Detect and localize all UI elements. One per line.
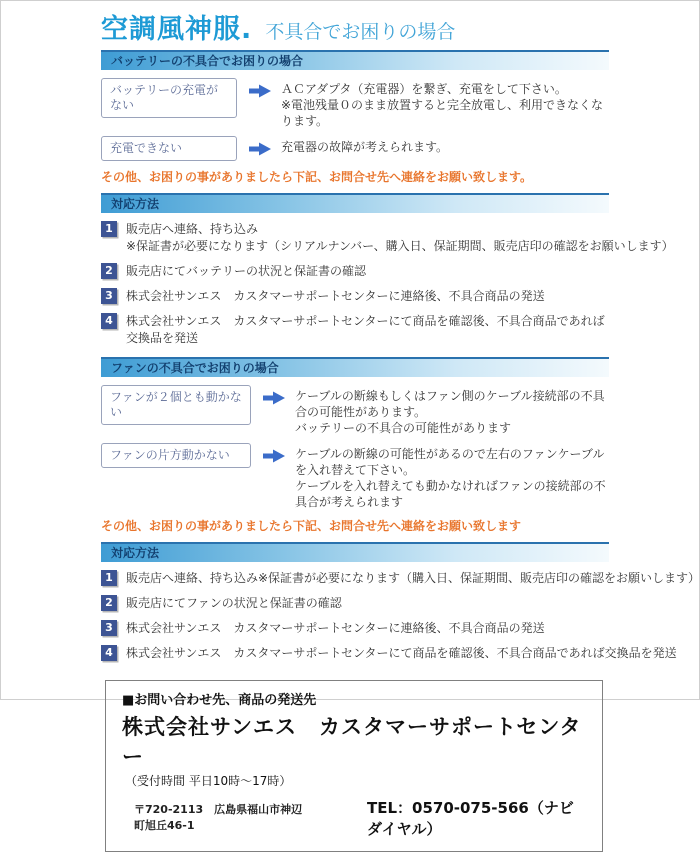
step-row bbox=[101, 595, 609, 612]
page bbox=[1, 1, 699, 852]
condition-box: ファンの片方動かない bbox=[101, 443, 251, 468]
page-title bbox=[101, 7, 609, 46]
business-hours: （受付時間 平日10時〜17時） bbox=[125, 774, 292, 788]
flow-result bbox=[295, 443, 609, 510]
flow-row bbox=[101, 78, 609, 129]
result-line: ＡＣアダプタ（充電器）を繋ぎ、充電をして下さい。 bbox=[281, 82, 567, 96]
step-line: 販売店にてバッテリーの状況と保証書の確認 bbox=[126, 264, 367, 278]
section-header-battery-steps: 対応方法 bbox=[101, 193, 609, 213]
step-line: 株式会社サンエス カスタマーサポートセンターにて商品を確認後、不具合商品であれば交換品を発送 bbox=[126, 646, 677, 660]
step-line: 販売店へ連絡、持ち込み bbox=[126, 222, 259, 236]
step-row bbox=[101, 221, 674, 255]
page-title-text: 不具合でお困りの場合 bbox=[265, 21, 456, 43]
step-text bbox=[126, 313, 605, 347]
result-line: バッテリーの不具合の可能性があります bbox=[295, 421, 512, 435]
step-text bbox=[126, 595, 342, 612]
section-header-fan-steps: 対応方法 bbox=[101, 542, 609, 562]
step-number-badge: 4 bbox=[101, 645, 117, 661]
step-row bbox=[101, 570, 700, 587]
flow-result bbox=[295, 385, 609, 436]
company-name: 株式会社サンエス カスタマーサポートセンター bbox=[122, 715, 582, 769]
step-line: ※保証書が必要になります（シリアルナンバー、購入日、保証期間、販売店印の確認をお願いします） bbox=[126, 239, 674, 253]
contact-notice: その他、お困りの事がありましたら下記、お問合せ先へ連絡をお願い致します。 bbox=[101, 170, 533, 184]
flow-arrow-icon bbox=[249, 141, 271, 160]
contact-heading: ■お問い合わせ先、商品の発送先 bbox=[122, 693, 317, 708]
condition-box: バッテリーの充電がない bbox=[101, 78, 237, 118]
step-number-badge: 3 bbox=[101, 620, 117, 636]
brand-logo: 空調風神服. bbox=[101, 14, 253, 45]
section-header-battery-trouble: バッテリーの不具合でお困りの場合 bbox=[101, 50, 609, 70]
contact-info-box bbox=[105, 680, 603, 852]
step-text bbox=[126, 221, 674, 255]
step-text bbox=[126, 620, 545, 637]
step-number-badge: 2 bbox=[101, 263, 117, 279]
condition-box: 充電できない bbox=[101, 136, 237, 161]
flow-result bbox=[281, 78, 609, 129]
flow-arrow-icon bbox=[249, 83, 271, 102]
step-text bbox=[126, 570, 700, 587]
step-row bbox=[101, 288, 609, 305]
flow-result bbox=[281, 136, 448, 155]
condition-box: ファンが２個とも動かない bbox=[101, 385, 251, 425]
step-number-badge: 3 bbox=[101, 288, 117, 304]
step-number-badge: 2 bbox=[101, 595, 117, 611]
flow-row bbox=[101, 443, 609, 510]
step-line: 販売店へ連絡、持ち込み※保証書が必要になります（購入日、保証期間、販売店印の確認をお願いします） bbox=[126, 571, 700, 585]
step-number-badge: 1 bbox=[101, 221, 117, 237]
flow-arrow-icon bbox=[263, 390, 285, 409]
step-line: 株式会社サンエス カスタマーサポートセンターに連絡後、不具合商品の発送 bbox=[126, 289, 545, 303]
step-row bbox=[101, 645, 677, 662]
phone-number: TEL：0570-075-566（ナビダイヤル） bbox=[366, 799, 574, 838]
result-line: ケーブルを入れ替えても動かなければファンの接続部の不具合が考えられます bbox=[295, 479, 606, 509]
step-number-badge: 4 bbox=[101, 313, 117, 329]
step-text bbox=[126, 645, 677, 662]
flow-row bbox=[101, 385, 609, 436]
section-header-fan-trouble: ファンの不具合でお困りの場合 bbox=[101, 357, 609, 377]
step-row bbox=[101, 263, 609, 280]
step-row bbox=[101, 313, 609, 347]
step-text bbox=[126, 263, 366, 280]
flow-row bbox=[101, 136, 609, 161]
result-line: ※電池残量０のまま放置すると完全放電し、利用できなくなります。 bbox=[281, 98, 604, 128]
postal-address: 〒720-2113 広島県福山市神辺町旭丘46-1 bbox=[134, 803, 303, 832]
step-line: 販売店にてファンの状況と保証書の確認 bbox=[126, 596, 342, 610]
result-line: ケーブルの断線もしくはファン側のケーブル接続部の不具合の可能性があります。 bbox=[295, 389, 605, 419]
step-line: 株式会社サンエス カスタマーサポートセンターに連絡後、不具合商品の発送 bbox=[126, 621, 545, 635]
contact-row bbox=[134, 797, 586, 839]
flow-arrow-icon bbox=[263, 448, 285, 467]
result-line: ケーブルの断線の可能性があるので左右のファンケーブルを入れ替えて下さい。 bbox=[295, 447, 605, 477]
step-number-badge: 1 bbox=[101, 570, 117, 586]
contact-notice: その他、お困りの事がありましたら下記、お問合せ先へ連絡をお願い致します bbox=[101, 519, 522, 533]
step-text bbox=[126, 288, 545, 305]
step-line: 株式会社サンエス カスタマーサポートセンターにて商品を確認後、不具合商品であれば bbox=[126, 314, 605, 328]
step-line: 交換品を発送 bbox=[126, 331, 199, 345]
step-row bbox=[101, 620, 609, 637]
result-line: 充電器の故障が考えられます。 bbox=[281, 140, 449, 154]
